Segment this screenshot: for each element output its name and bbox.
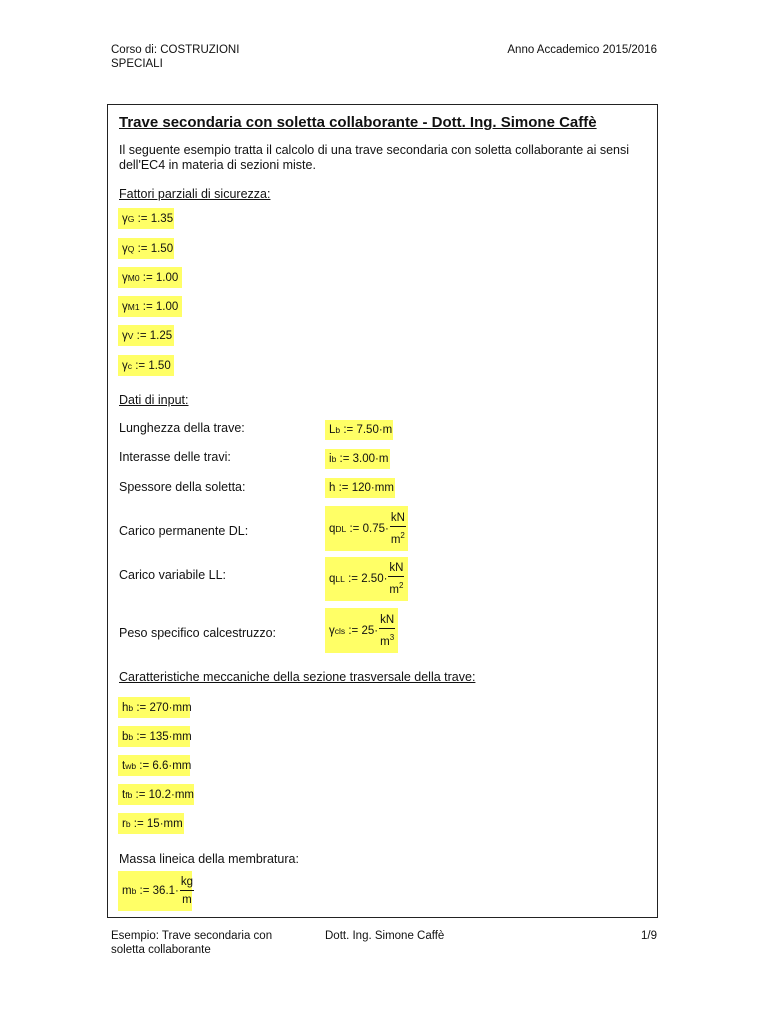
slab-thickness-expression: h := 120·mm — [325, 478, 395, 498]
hb-expression: h b := 270·mm — [118, 697, 190, 718]
footer-example-line-2: soletta collaborante — [111, 944, 211, 956]
footer-example-line-1: Esempio: Trave secondaria con — [111, 930, 273, 942]
gamma-m1-expression: γ M1 := 1.00 — [118, 296, 182, 317]
mass-unit-fraction: $\frac{kg}{m}$ — [180, 876, 194, 906]
academic-year: Anno Accademico 2015/2016 — [507, 44, 657, 56]
dead-load-expression: q DL := 0.75· $\frac{kN}{m^2}$ — [325, 506, 408, 551]
safety-heading: Fattori parziali di sicurezza: — [119, 187, 271, 201]
rb-expression: r b := 15·mm — [118, 813, 184, 834]
live-load-unit-fraction: $\frac{kN}{m^2}$ — [389, 562, 404, 596]
slab-thickness-label: Spessore della soletta: — [119, 480, 246, 494]
section-heading: Caratteristiche meccaniche della sezione trasversale della trave: — [119, 670, 476, 684]
gamma-c-expression: γ c := 1.50 — [118, 355, 174, 376]
beam-spacing-expression: i b := 3.00·m — [325, 449, 390, 469]
concrete-weight-expression: γ cls := 25· $\frac{kN}{m^3}$ — [325, 608, 398, 653]
twb-expression: t wb := 6.6·mm — [118, 755, 190, 776]
intro-paragraph — [119, 143, 629, 173]
beam-length-expression: L b := 7.50·m — [325, 420, 393, 440]
course-name — [111, 43, 239, 71]
beam-length-label: Lunghezza della trave: — [119, 421, 245, 435]
course-line-1: Corso di: COSTRUZIONI — [111, 44, 240, 56]
concrete-weight-unit-fraction: $\frac{kN}{m^3}$ — [380, 613, 395, 648]
document-title: Trave secondaria con soletta collaborante - Dott. Ing. Simone Caffè — [119, 114, 597, 131]
gamma-q-expression: γ Q := 1.50 — [118, 238, 174, 259]
intro-line-1: Il seguente esempio tratta il calcolo di una trave secondaria con soletta collaborante ai sensi — [119, 143, 630, 157]
dead-load-label: Carico permanente DL: — [119, 524, 249, 538]
gamma-m0-expression: γ M0 := 1.00 — [118, 267, 182, 288]
page-number: 1/9 — [641, 930, 657, 942]
footer-example — [111, 929, 272, 957]
dead-load-unit-fraction: $\frac{kN}{m^2}$ — [390, 511, 405, 546]
footer-author: Dott. Ing. Simone Caffè — [325, 930, 445, 942]
concrete-weight-label: Peso specifico calcestruzzo: — [119, 626, 277, 640]
gamma-g-expression: γ G := 1.35 — [118, 208, 174, 229]
input-heading: Dati di input: — [119, 393, 189, 407]
mass-expression: m b := 36.1· $\frac{kg}{m}$ — [118, 871, 192, 911]
live-load-expression: q LL := 2.50· $\frac{kN}{m^2}$ — [325, 557, 408, 601]
gamma-v-expression: γ V := 1.25 — [118, 325, 174, 346]
intro-line-2: dell'EC4 in materia di sezioni miste. — [119, 158, 316, 172]
mass-label: Massa lineica della membratura: — [119, 852, 299, 866]
live-load-label: Carico variabile LL: — [119, 568, 226, 582]
tfb-expression: t fb := 10.2·mm — [118, 784, 194, 805]
course-line-2: SPECIALI — [111, 58, 163, 70]
beam-spacing-label: Interasse delle travi: — [119, 450, 231, 464]
bb-expression: b b := 135·mm — [118, 726, 190, 747]
